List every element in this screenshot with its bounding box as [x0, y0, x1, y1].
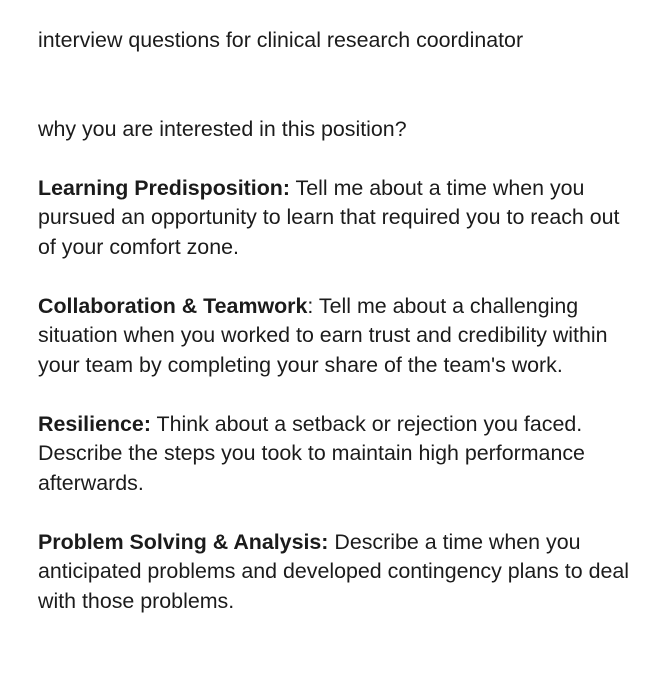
question-collaboration-teamwork	[38, 292, 638, 381]
question-heading: Resilience:	[38, 411, 151, 436]
question-text: Describe a time when you anticipated problems and developed contingency plans to deal with those problems.	[38, 529, 630, 613]
question-text: Tell me about a time when you pursued an opportunity to learn that required you to reach out of your comfort zone.	[38, 175, 620, 259]
question-learning-predisposition	[38, 174, 638, 263]
question-heading: Collaboration & Teamwork	[38, 293, 308, 318]
question-heading: Problem Solving & Analysis:	[38, 529, 329, 554]
question-problem-solving	[38, 528, 638, 617]
note-body[interactable]	[38, 26, 638, 616]
intro-question: why you are interested in this position?	[38, 116, 407, 141]
question-text: : Tell me about a challenging situation when you worked to earn trust and credibility within your team by completing your share of the team's work.	[38, 293, 608, 377]
question-resilience	[38, 410, 638, 499]
question-text: Think about a setback or rejection you faced. Describe the steps you took to maintain high performance afterwards.	[38, 411, 585, 495]
question-heading: Learning Predisposition:	[38, 175, 290, 200]
note-title: interview questions for clinical research coordinator	[38, 28, 524, 52]
